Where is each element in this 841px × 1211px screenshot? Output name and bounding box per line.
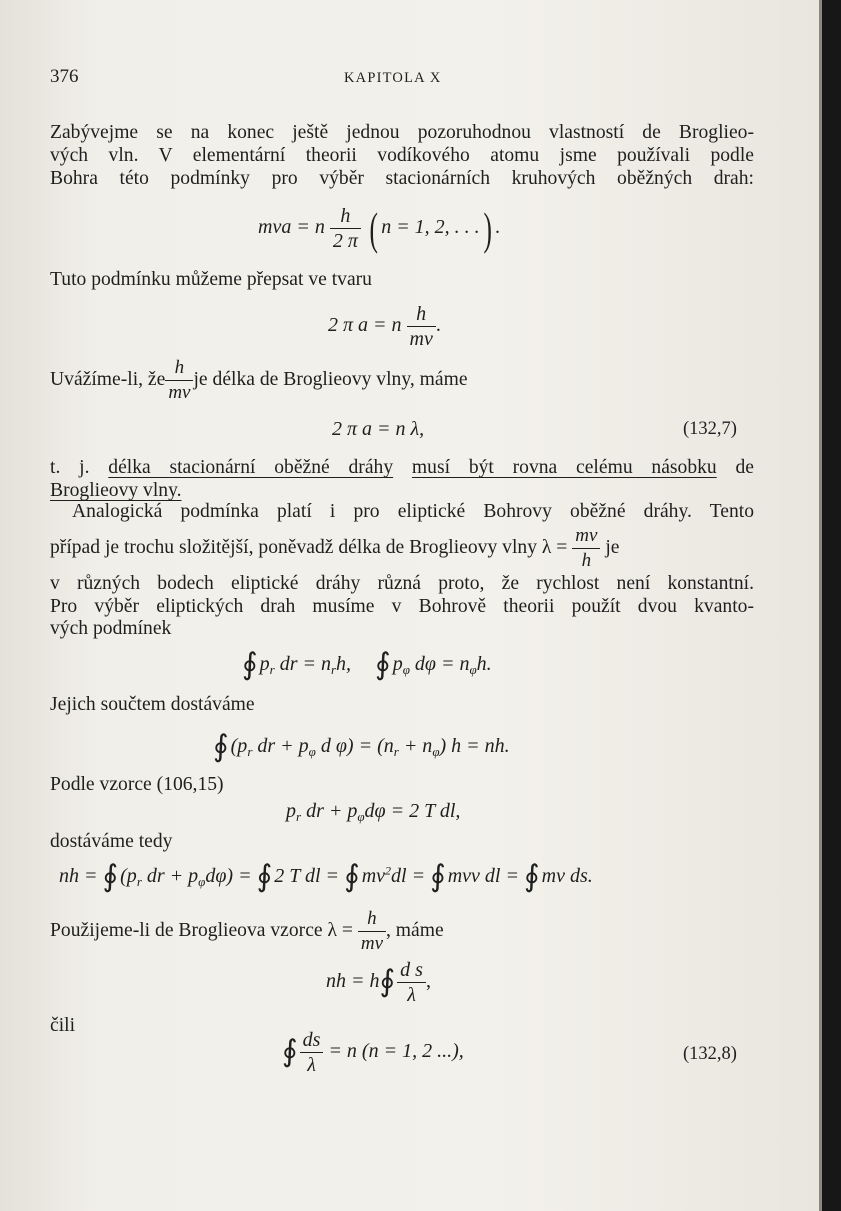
eq5-s4: + n: [398, 735, 433, 758]
eq5-sub2: φ: [308, 744, 316, 760]
equation-quantum-conditions: [242, 648, 492, 683]
p3-text-post: je délka de Broglieovy vlny, máme: [193, 369, 468, 390]
equation-nh: [326, 958, 431, 1007]
paragraph-5-line-1: Analogická podmínka platí i pro eliptické Bohrovy oběžné dráhy. Tento: [72, 501, 754, 522]
p4-space: [393, 457, 412, 478]
eq5-s5: ) h = nh.: [439, 735, 510, 758]
eq4-b-mid: dφ = n: [409, 653, 470, 676]
eq7-t1c: dφ) =: [205, 865, 252, 888]
eq1-close-paren: ): [483, 202, 492, 254]
eq5-sub1: r: [247, 744, 253, 760]
eq7-t3b: dl =: [391, 865, 426, 888]
contour-integral-icon: ∮: [102, 860, 119, 893]
eq8-denominator: λ: [407, 984, 416, 1006]
eq7-lhs: nh =: [59, 865, 98, 888]
eq7-t1: (p: [120, 865, 137, 888]
paragraph-6: Jejich součtem dostáváme: [50, 694, 255, 715]
eq6-s1: p: [286, 800, 296, 822]
eq7-t2: 2 T dl =: [274, 865, 340, 888]
paragraph-9: [50, 907, 444, 956]
p5-numerator: mv: [572, 524, 600, 549]
eq1-condition: n = 1, 2, . . .: [381, 216, 480, 239]
p4-pre: t. j.: [50, 457, 109, 478]
p5-fraction: [572, 524, 600, 573]
paragraph-3: [50, 356, 468, 405]
paragraph-1-line-1: Zabývejme se na konec ještě jednou pozoruhodnou vlastností de Broglieo-: [50, 122, 754, 143]
p5-text-post: je: [605, 537, 620, 558]
eq6-sub1: r: [296, 809, 302, 824]
eq7-t1b: dr + p: [141, 865, 199, 888]
contour-integral-icon: ∮: [213, 730, 229, 763]
equation-number-132-7: (132,7): [683, 419, 737, 439]
paragraph-8: dostáváme tedy: [50, 831, 173, 852]
eq6-sub2: φ: [357, 809, 365, 824]
page-number: 376: [50, 66, 79, 87]
p3-numerator: h: [165, 356, 193, 381]
eq6-s3: dφ = 2 T dl,: [364, 800, 461, 822]
p4-underlined-1: délka stacionární oběžné dráhy: [108, 457, 394, 478]
eq4-b-end: h.: [476, 653, 492, 676]
eq2-fraction: [407, 302, 436, 351]
contour-integral-icon: ∮: [242, 648, 258, 681]
equation-circumference: [328, 302, 441, 351]
paragraph-5-line-2: [50, 524, 619, 573]
p9-fraction: [358, 907, 386, 956]
book-spine-shadow: [822, 0, 841, 1211]
eq7-t1-sub2: φ: [198, 874, 206, 890]
paragraph-1-line-2: vých vln. V elementární theorii vodíkového atomu jsme používali podle: [50, 145, 754, 166]
running-head: KAPITOLA X: [344, 70, 442, 86]
eq9-fraction: [300, 1028, 324, 1077]
eq1-lhs: mva = n: [258, 216, 325, 239]
eq1-fraction: [330, 204, 361, 253]
eq4-b-sub2: φ: [469, 662, 477, 678]
eq1-open-paren: (: [369, 202, 378, 254]
eq5-s2: dr + p: [252, 735, 309, 758]
equation-bohr-condition: [258, 204, 500, 253]
eq1-tail: .: [495, 216, 501, 239]
contour-integral-icon: ∮: [375, 648, 391, 681]
paragraph-7: Podle vzorce (106,15): [50, 774, 224, 795]
p4-underlined-2: musí být rovna celému násobku: [411, 457, 717, 478]
paragraph-1-line-3: Bohra této podmínky pro výběr stacionárních kruhových oběžných drah:: [50, 168, 754, 189]
eq5-sub4: φ: [432, 744, 440, 760]
eq7-t3a: mv: [361, 865, 386, 888]
eq7-t1-sub: r: [136, 874, 142, 890]
eq4-a-p: p: [259, 653, 270, 676]
eq8-fraction: [397, 958, 426, 1007]
p4-underlined-3: Broglieovy vlny.: [50, 480, 182, 501]
eq4-a-sub2: r: [330, 662, 337, 678]
paragraph-10: čili: [50, 1015, 76, 1036]
eq5-s1: (p: [230, 735, 248, 758]
eq4-b-p: p: [392, 653, 403, 676]
eq2-tail: .: [435, 314, 441, 337]
equation-number-132-8: (132,8): [683, 1044, 737, 1064]
p4-post: de: [716, 457, 755, 478]
p9-text-pre: Použijeme-li de Broglieova vzorce λ =: [50, 920, 353, 941]
contour-integral-icon: ∮: [344, 860, 360, 893]
p9-numerator: h: [358, 907, 386, 932]
equation-106-15: [286, 800, 460, 825]
paragraph-4-line-1: [50, 456, 754, 479]
paragraph-5-line-3: v různých bodech eliptické dráhy různá proto, že rychlost není konstantní.: [50, 573, 754, 594]
equation-132-7: 2 π a = n λ,: [332, 418, 425, 440]
equation-sum: [213, 730, 510, 765]
p9-text-post: , máme: [386, 920, 444, 941]
equation-chain: [59, 860, 593, 895]
eq4-b-sub: φ: [402, 662, 410, 678]
paragraph-5-line-4: Pro výběr eliptických drah musíme v Bohrově theorii použít dvou kvanto-: [50, 596, 754, 617]
eq8-tail: ,: [425, 970, 431, 993]
eq7-t3-sup: 2: [385, 863, 392, 878]
eq4-a-end: h,: [336, 653, 352, 676]
p9-denominator: mv: [360, 933, 383, 954]
eq8-lhs: nh = h: [326, 970, 380, 993]
eq9-rhs: = n (n = 1, 2 ...),: [328, 1040, 464, 1063]
eq1-denominator: 2 π: [332, 230, 358, 252]
p3-denominator: mv: [168, 382, 191, 403]
eq7-t4: mvv dl =: [447, 865, 519, 888]
eq8-numerator: d s: [397, 958, 426, 983]
eq1-numerator: h: [330, 204, 361, 229]
eq4-a-mid: dr = n: [274, 653, 331, 676]
p3-text-pre: Uvážíme-li, že: [50, 369, 166, 390]
contour-integral-icon: ∮: [430, 860, 446, 893]
eq2-denominator: mv: [409, 328, 433, 350]
eq6-s2: dr + p: [301, 800, 358, 822]
eq5-s3: d φ) = (n: [315, 735, 394, 758]
contour-integral-icon: ∮: [379, 965, 396, 998]
eq9-numerator: ds: [300, 1028, 324, 1053]
eq5-sub3: r: [393, 744, 399, 760]
contour-integral-icon: ∮: [256, 860, 273, 893]
p5-denominator: h: [581, 550, 592, 571]
eq2-numerator: h: [407, 302, 436, 327]
paragraph-2: Tuto podmínku můžeme přepsat ve tvaru: [50, 269, 372, 290]
eq9-denominator: λ: [307, 1054, 316, 1076]
equation-132-8: [282, 1028, 464, 1077]
paragraph-5-line-5: vých podmínek: [50, 618, 172, 639]
eq4-a-sub: r: [269, 662, 275, 678]
contour-integral-icon: ∮: [523, 860, 540, 893]
eq2-lhs: 2 π a = n: [328, 314, 402, 337]
p5-wavelength-text: případ je trochu složitější, poněvadž délka de Broglieovy vlny λ =: [50, 537, 568, 558]
contour-integral-icon: ∮: [282, 1035, 298, 1068]
paragraph-4-line-2: [50, 479, 182, 502]
p3-fraction: [165, 356, 193, 405]
eq7-t5: mv ds.: [541, 865, 593, 888]
